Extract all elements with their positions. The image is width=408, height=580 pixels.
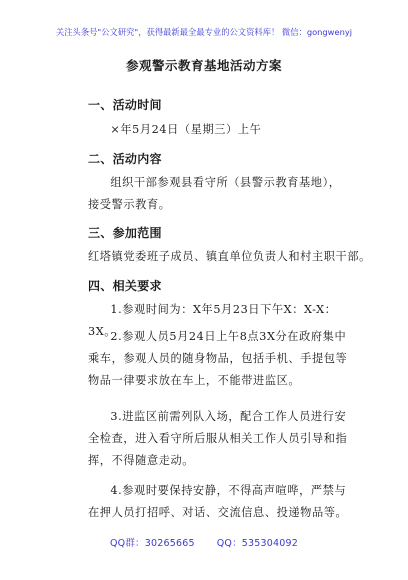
- footer-qq: QQ：535304092: [216, 538, 298, 549]
- section-heading-scope: 三、参加范围: [88, 226, 162, 240]
- requirement-item-1: 1.参观时间为：X年5月23日下午X：X-X：3X。: [88, 303, 337, 338]
- section-time-text: ×年5月24日（星期三）上午: [110, 123, 262, 136]
- section-heading-requirements: 四、相关要求: [88, 279, 162, 293]
- document-title: 参观警示教育基地活动方案: [125, 58, 282, 73]
- section-scope-text: 红塔镇党委班子成员、镇直单位负责人和村主职干部。: [88, 250, 371, 263]
- requirement-item-4: 4.参观时要保持安静，不得高声喧哗，严禁与在押人员打招呼、对话、交流信息、投递物品等。: [88, 484, 348, 519]
- requirement-item-2: 2.参观人员5月24日上午8点3X分在政府集中乘车，参观人员的随身物品，包括手机、手提包等物品一律要求放在车上，不能带进监区。: [88, 330, 348, 387]
- header-note: 关注头条号"公文研究"，获得最新最全最专业的公文资料库！ 微信：gongwenyj: [55, 27, 353, 37]
- section-heading-content: 二、活动内容: [88, 152, 162, 166]
- section-content-text: 组织干部参观县看守所（县警示教育基地），接受警示教育。: [88, 176, 341, 211]
- footer-qq-group: QQ群：30265665: [110, 538, 195, 549]
- section-heading-time: 一、活动时间: [88, 98, 162, 112]
- footer-contacts: [0, 535, 408, 549]
- requirement-item-3: 3.进监区前需列队入场，配合工作人员进行安全检查，进入看守所后服从相关工作人员引导和指挥，不得随意走动。: [88, 410, 348, 467]
